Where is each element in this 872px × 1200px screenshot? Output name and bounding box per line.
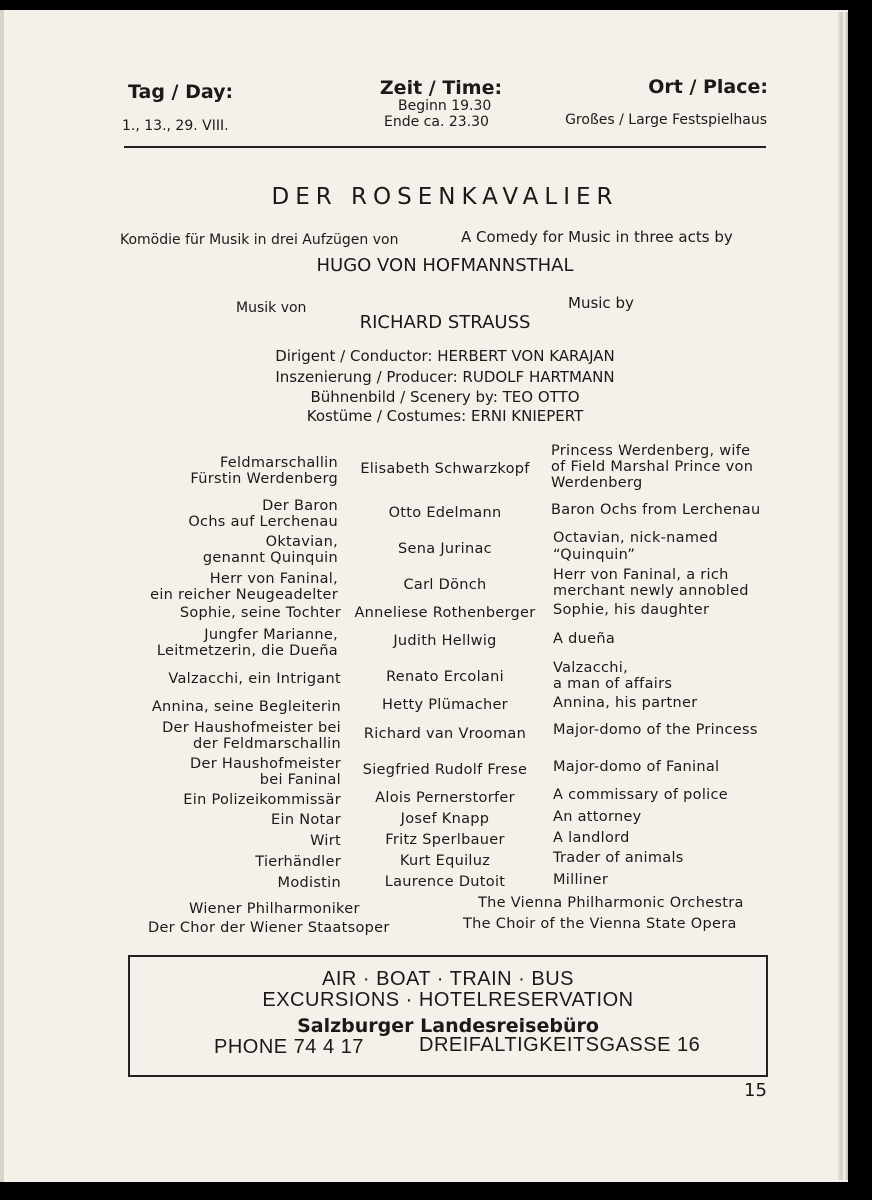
role-en: a man of affairs: [553, 676, 673, 692]
ad-company: Salzburger Landesreisebüro: [297, 1015, 599, 1037]
role-de: Annina, seine Begleiterin: [151, 699, 341, 715]
choir-en: The Choir of the Vienna State Opera: [463, 916, 737, 932]
singer: Anneliese Rothenberger: [354, 605, 536, 621]
music-en: Music by: [568, 294, 634, 312]
role-en: merchant newly annobled: [553, 583, 749, 599]
day-label: Tag / Day:: [128, 81, 234, 103]
role-en: Major-domo of the Princess: [553, 722, 758, 738]
singer: Otto Edelmann: [388, 505, 502, 521]
singer: Siegfried Rudolf Frese: [362, 762, 528, 778]
role-en: A commissary of police: [553, 787, 729, 803]
ad-address: DREIFALTIGKEITSGASSE 16: [419, 1034, 701, 1056]
day-value: 1., 13., 29. VIII.: [122, 118, 229, 134]
time-label: Zeit / Time:: [379, 77, 503, 99]
singer: Josef Knapp: [400, 811, 490, 827]
role-en: Octavian, nick-named: [553, 530, 719, 546]
role-en: Trader of animals: [553, 850, 684, 866]
role-de: Herr von Faninal,: [209, 571, 338, 587]
singer: Hetty Plümacher: [382, 697, 508, 713]
singer: Richard van Vrooman: [363, 726, 527, 742]
singer: Judith Hellwig: [393, 633, 497, 649]
opera-title: DER ROSENKAVALIER: [271, 184, 619, 210]
header-rule: [124, 146, 766, 148]
singer: Sena Jurinac: [398, 541, 492, 557]
role-de: Valzacchi, ein Intrigant: [168, 671, 341, 687]
singer: Laurence Dutoit: [384, 874, 506, 890]
role-de: Tierhändler: [255, 854, 341, 870]
time-begin: Beginn 19.30: [398, 98, 492, 114]
singer: Alois Pernerstorfer: [375, 790, 515, 806]
role-de: Leitmetzerin, die Dueña: [156, 643, 338, 659]
role-de: Oktavian,: [265, 534, 338, 550]
role-en: “Quinquin”: [553, 547, 636, 563]
role-en: Milliner: [553, 872, 609, 888]
role-de: genannt Quinquin: [202, 550, 338, 566]
subtitle-de: Komödie für Musik in drei Aufzügen von: [120, 232, 399, 248]
page-edge-left: [0, 10, 4, 1182]
singer: Renato Ercolani: [386, 669, 504, 685]
choir-de: Der Chor der Wiener Staatsoper: [148, 920, 390, 936]
ad-transport: AIR · BOAT · TRAIN · BUS: [321, 968, 575, 990]
singer: Fritz Sperlbauer: [385, 832, 505, 848]
role-de: Modistin: [277, 875, 341, 891]
time-end: Ende ca. 23.30: [384, 114, 489, 130]
page-number: 15: [744, 1080, 767, 1101]
role-de: der Feldmarschallin: [193, 736, 341, 752]
role-en: of Field Marshal Prince von: [551, 459, 754, 475]
page-spine: [838, 12, 848, 1180]
role-de: Der Haushofmeister bei: [162, 720, 341, 736]
place-value: Großes / Large Festspielhaus: [565, 112, 767, 128]
credit-conductor: Dirigent / Conductor: HERBERT VON KARAJAN: [275, 347, 615, 365]
role-de: ein reicher Neugeadelter: [150, 587, 338, 603]
role-de: Fürstin Werdenberg: [190, 471, 338, 487]
role-de: bei Faninal: [259, 772, 341, 788]
role-de: Wirt: [310, 833, 341, 849]
role-en: Major-domo of Faninal: [553, 759, 720, 775]
role-de: Ein Polizeikommissär: [183, 792, 341, 808]
place-label: Ort / Place:: [648, 76, 768, 98]
role-en: Baron Ochs from Lerchenau: [551, 502, 761, 518]
role-en: Annina, his partner: [553, 695, 698, 711]
composer: RICHARD STRAUSS: [359, 312, 531, 333]
singer: Elisabeth Schwarzkopf: [360, 461, 530, 477]
librettist: HUGO VON HOFMANNSTHAL: [316, 255, 574, 276]
role-en: Herr von Faninal, a rich: [553, 567, 729, 583]
role-de: Sophie, seine Tochter: [179, 605, 341, 621]
role-en: Sophie, his daughter: [553, 602, 710, 618]
role-de: Jungfer Marianne,: [204, 627, 338, 643]
role-de: Der Baron: [262, 498, 338, 514]
role-en: Werdenberg: [551, 475, 643, 491]
role-de: Ein Notar: [271, 812, 341, 828]
role-en: An attorney: [553, 809, 642, 825]
ad-phone: PHONE 74 4 17: [214, 1036, 364, 1058]
credit-scenery: Bühnenbild / Scenery by: TEO OTTO: [310, 388, 580, 406]
role-de: Der Haushofmeister: [190, 756, 341, 772]
credit-producer: Inszenierung / Producer: RUDOLF HARTMANN: [275, 368, 615, 386]
role-de: Ochs auf Lerchenau: [188, 514, 338, 530]
singer: Carl Dönch: [403, 577, 487, 593]
orchestra-en: The Vienna Philharmonic Orchestra: [478, 895, 744, 911]
ad-services: EXCURSIONS · HOTELRESERVATION: [262, 989, 634, 1011]
role-en: Valzacchi,: [553, 660, 628, 676]
singer: Kurt Equiluz: [399, 853, 491, 869]
role-en: A dueña: [553, 631, 616, 647]
role-de: Feldmarschallin: [219, 455, 338, 471]
credit-costumes: Kostüme / Costumes: ERNI KNIEPERT: [306, 407, 584, 425]
orchestra-de: Wiener Philharmoniker: [189, 901, 360, 917]
subtitle-en: A Comedy for Music in three acts by: [461, 228, 733, 246]
music-de: Musik von: [236, 300, 307, 316]
role-en: Princess Werdenberg, wife: [551, 443, 751, 459]
role-en: A landlord: [553, 830, 630, 846]
